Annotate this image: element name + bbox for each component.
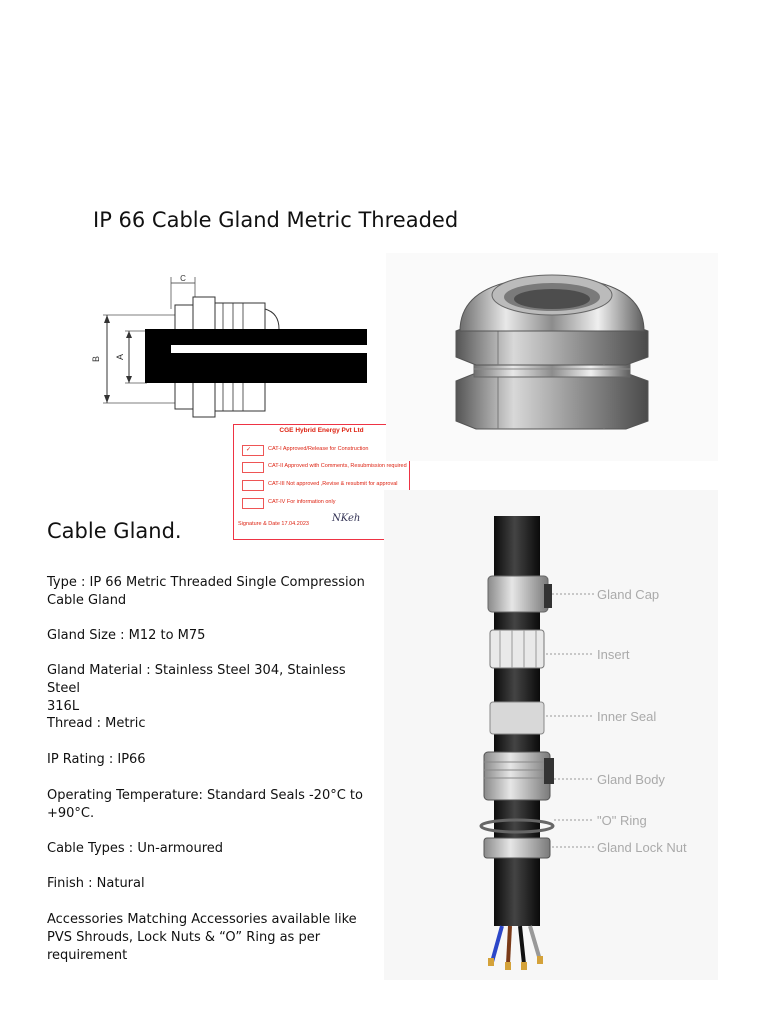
stamp-company: CGE Hybrid Energy Pvt Ltd	[279, 427, 364, 434]
stamp-cat4: CAT-IV For information only	[268, 499, 336, 505]
stamp-tick: ✓	[246, 447, 252, 453]
stamp-row-cat3	[238, 480, 405, 492]
dimension-drawing	[47, 253, 367, 453]
spec-line: Thread : Metric	[47, 716, 146, 731]
spec-line: Finish : Natural	[47, 876, 145, 891]
spec-line: Accessories Matching Accessories available like	[47, 912, 357, 927]
spec-type	[47, 574, 377, 610]
spec-material	[47, 662, 377, 716]
spec-thread	[47, 715, 377, 733]
spec-gland-size	[47, 627, 377, 645]
spec-line: +90°C.	[47, 806, 95, 821]
exploded-view-diagram	[384, 490, 718, 980]
stamp-cat1: CAT-I Approved/Release for Construction	[268, 446, 369, 452]
label-gland-lock-nut: Gland Lock Nut	[597, 840, 687, 855]
spec-line: 316L	[47, 699, 80, 714]
label-insert: Insert	[597, 647, 630, 662]
stamp-checkbox	[242, 462, 264, 473]
spec-line: PVS Shrouds, Lock Nuts & “O” Ring as per	[47, 930, 321, 945]
label-gland-cap: Gland Cap	[597, 587, 660, 602]
spec-cable-types	[47, 840, 377, 858]
spec-finish	[47, 875, 377, 893]
spec-line: Cable Types : Un-armoured	[47, 841, 224, 856]
gland-product-photo	[386, 253, 718, 461]
stamp-signature-label: Signature & Date 17.04.2023	[238, 521, 309, 527]
dim-c-label: C	[180, 274, 186, 283]
spec-accessories	[47, 911, 377, 965]
label-inner-seal: Inner Seal	[597, 709, 657, 724]
stamp-row-cat2	[238, 462, 405, 474]
label-o-ring: "O" Ring	[597, 813, 647, 828]
spec-operating-temperature	[47, 787, 377, 823]
spec-ip-rating	[47, 751, 377, 769]
stamp-cat3: CAT-III Not approved ,Revise & resubmit for approval	[268, 481, 398, 487]
stamp-row-cat4	[238, 498, 405, 510]
spec-line: Gland Size : M12 to M75	[47, 628, 206, 643]
spec-line: Type : IP 66 Metric Threaded Single Compression	[47, 575, 365, 590]
stamp-checkbox	[242, 498, 264, 509]
spec-line: requirement	[47, 948, 128, 963]
stamp-row-cat1	[238, 445, 405, 457]
spec-line: Operating Temperature: Standard Seals -20°C to	[47, 788, 363, 803]
spec-line: Cable Gland	[47, 593, 127, 608]
section-title: Cable Gland.	[47, 519, 182, 543]
page-title: IP 66 Cable Gland Metric Threaded	[93, 208, 459, 232]
dim-a-label: A	[115, 353, 125, 361]
stamp-checkbox	[242, 445, 264, 456]
stamp-signature: NKeh	[332, 513, 361, 524]
stamp-checkbox	[242, 480, 264, 491]
stamp-cat2: CAT-II Approved with Comments, Resubmission required	[268, 463, 407, 469]
spec-line: IP Rating : IP66	[47, 752, 146, 767]
dim-b-label: B	[91, 355, 101, 363]
label-gland-body: Gland Body	[597, 772, 665, 787]
spec-line: Gland Material : Stainless Steel 304, Stainless Steel	[47, 663, 346, 696]
